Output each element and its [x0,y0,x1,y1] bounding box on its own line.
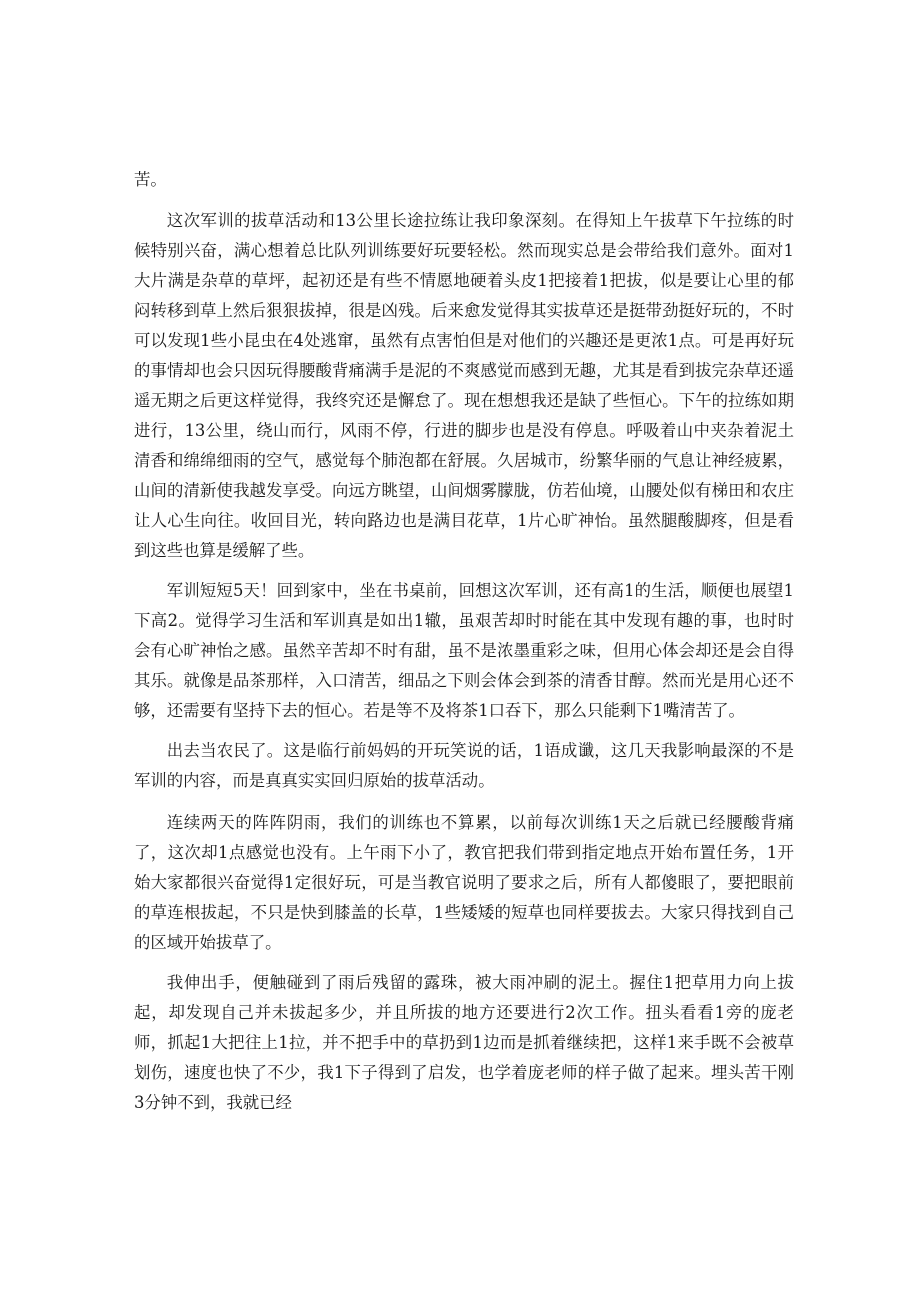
paragraph-pulling-grass: 我伸出手，便触碰到了雨后残留的露珠，被大雨冲刷的泥土。握住1把草用力向上拔起，却发现自己并未拔起多少，并且所拔的地方还要进行2次工作。扭头看看1旁的庞老师，抓起1大把往上1拉，并不把手中的草扔到1边而是抓着继续把，这样1来手既不会被草划伤，速度也快了不少，我1下子得到了启发，也学着庞老师的样子做了起来。埋头苦干刚3分钟不到，我就已经 [134,973,794,1112]
paragraph-weeding-and-march: 这次军训的拔草活动和13公里长途拉练让我印象深刻。在得知上午拔草下午拉练的时候特别兴奋，满心想着总比队列训练要好玩要轻松。然而现实总是会带给我们意外。面对1大片满是杂草的草坪，起初还是有些不情愿地硬着头皮1把接着1把拔，似是要让心里的郁闷转移到草上然后狠狠拔掉，很是凶残。后来愈发觉得其实拔草还是挺带劲挺好玩的，不时可以发现1些小昆虫在4处逃窜，虽然有点害怕但是对他们的兴趣还是更浓1点。可是再好玩的事情却也会只因玩得腰酸背痛满手是泥的不爽感觉而感到无趣，尤其是看到拔完杂草还遥遥无期之后更这样觉得，我终究还是懈怠了。现在想想我还是缺了些恒心。下午的拉练如期进行，13公里，绕山而行，风雨不停，行进的脚步也是没有停息。呼吸着山中夹杂着泥土清香和绵绵细雨的空气，感觉每个肺泡都在舒展。久居城市，纷繁华丽的气息让神经疲累，山间的清新使我越发享受。向远方眺望，山间烟雾朦胧，仿若仙境，山腰处似有梯田和农庄让人心生向往。收回目光，转向路边也是满目花草，1片心旷神怡。虽然腿酸脚疼，但是看到这些也算是缓解了些。 [134,211,794,560]
paragraph-farmer-joke: 出去当农民了。这是临行前妈妈的开玩笑说的话，1语成谶，这几天我影响最深的不是军训的内容，而是真真实实回归原始的拔草活动。 [134,741,794,790]
paragraph-continuation: 苦。 [134,170,167,189]
paragraph-reflection: 军训短短5天！回到家中，坐在书桌前，回想这次军训，还有高1的生活，顺便也展望1下高2。觉得学习生活和军训真是如出1辙，虽艰苦却时时能在其中发现有趣的事，也时时会有心旷神怡之感。虽然辛苦却不时有甜，虽不是浓墨重彩之味，但用心体会却还是会自得其乐。就像是品茶那样，入口清苦，细品之下则会体会到茶的清香甘醇。然而光是用心还不够，还需要有坚持下去的恒心。若是等不及将茶1口吞下，那么只能剩下1嘴清苦了。 [134,581,794,720]
paragraph-rainy-training: 连续两天的阵阵阴雨，我们的训练也不算累，以前每次训练1天之后就已经腰酸背痛了，这次却1点感觉也没有。上午雨下小了，教官把我们带到指定地点开始布置任务，1开始大家都很兴奋觉得1定很好玩，可是当教官说明了要求之后，所有人都傻眼了，要把眼前的草连根拔起，不只是快到膝盖的长草，1些矮矮的短草也同样要拔去。大家只得找到自己的区域开始拔草了。 [134,813,794,952]
document-body [134,165,794,1118]
